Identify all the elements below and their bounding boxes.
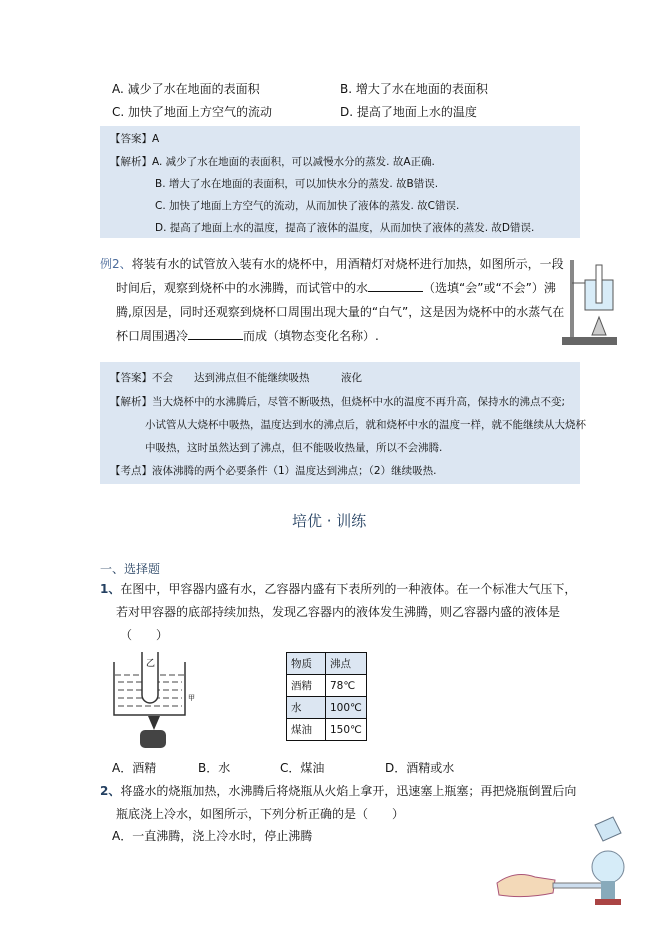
boiling-point-table [286, 652, 367, 741]
question-text: 若对甲容器的底部持续加热，发现乙容器内的液体发生沸腾，则乙容器内盛的液体是 [116, 605, 561, 619]
analysis-line: B. 增大了水在地面的表面积，可以加快水分的蒸发. 故B错误. [155, 178, 439, 190]
fill-blank[interactable] [188, 329, 243, 340]
table-cell: 78℃ [326, 675, 367, 697]
section-subtitle: 一、选择题 [100, 562, 161, 576]
option-a: A．酒精 [112, 761, 157, 775]
analysis-label: 【解析】 [110, 396, 152, 408]
example-label: 例2、 [100, 257, 132, 271]
option-c: C. 加快了地面上方空气的流动 [112, 105, 273, 119]
example-text: 杯口周围遇冷 [116, 329, 189, 343]
question-text: 将盛水的烧瓶加热，水沸腾后将烧瓶从火焰上拿开，迅速塞上瓶塞；再把烧瓶倒置后向 [120, 784, 577, 798]
answer-box-1 [100, 126, 580, 238]
question-number: 2、 [100, 784, 121, 798]
point-label: 【考点】 [110, 465, 152, 477]
answer-box-2 [100, 362, 586, 484]
option-a: A. 减少了水在地面的表面积 [112, 82, 260, 96]
analysis-line: C. 加快了地面上方空气的流动，从而加快了液体的蒸发. 故C错误. [155, 200, 460, 212]
analysis-line: A. 减少了水在地面的表面积，可以减慢水分的蒸发. 故A正确. [152, 156, 435, 168]
example-text: 将装有水的试管放入装有水的烧杯中，用酒精灯对烧杯进行加热，如图所示，一段 [131, 257, 564, 271]
analysis-line: 中吸热，这时虽然达到了沸点，但不能吸收热量，所以不会沸腾. [145, 442, 443, 454]
answer-value: 不会 达到沸点但不能继续吸热 液化 [152, 372, 362, 384]
analysis-line: 小试管从大烧杯中吸热，温度达到水的沸点后，就和烧杯中水的温度一样，就不能继续从大烧杯 [145, 419, 586, 431]
fill-blank[interactable] [368, 281, 423, 292]
option-d: D．酒精或水 [385, 761, 455, 775]
analysis-line: 当大烧杯中的水沸腾后，尽管不断吸热，但烧杯中水的温度不再升高，保持水的沸点不变; [152, 396, 566, 408]
label-jia: 甲 [188, 694, 195, 702]
table-cell: 酒精 [287, 675, 326, 697]
example-text: 时间后，观察到烧杯中的水沸腾，而试管中的水 [116, 281, 369, 295]
table-cell: 煤油 [287, 719, 326, 741]
option-b: B．水 [198, 761, 231, 775]
answer-value: A [152, 133, 160, 145]
analysis-line: D. 提高了地面上水的温度，提高了液体的温度，从而加快了液体的蒸发. 故D错误. [155, 222, 535, 234]
example-text: 而成（填物态变化名称）. [243, 329, 379, 343]
point-text: 液体沸腾的两个必要条件（1）温度达到沸点；（2）继续吸热. [152, 465, 437, 477]
table-cell: 100℃ [326, 697, 367, 719]
table-header: 沸点 [326, 653, 367, 675]
example-text: 腾,原因是，同时还观察到烧杯口周围出现大量的“白气”，这是因为烧杯中的水蒸气在 [116, 305, 565, 319]
question-text: 在图中，甲容器内盛有水，乙容器内盛有下表所列的一种液体。在一个标准大气压下， [120, 582, 577, 596]
option-d: D. 提高了地面上水的温度 [340, 105, 477, 119]
answer-label: 【答案】 [110, 372, 152, 384]
question-text: 瓶底浇上冷水，如图所示，下列分析正确的是（ ） [116, 807, 405, 821]
table-cell: 水 [287, 697, 326, 719]
container-figure [110, 650, 198, 750]
table-cell: 150℃ [326, 719, 367, 741]
table-header: 物质 [287, 653, 326, 675]
answer-bracket: （ ） [120, 628, 169, 642]
label-yi: 乙 [146, 659, 156, 669]
answer-label: 【答案】 [110, 133, 152, 145]
option-a: A．一直沸腾，浇上冷水时，停止沸腾 [112, 829, 313, 843]
example-text: （选填“会”或“不会”）沸 [423, 281, 556, 295]
flask-figure [495, 815, 630, 907]
analysis-label: 【解析】 [110, 156, 152, 168]
option-b: B. 增大了水在地面的表面积 [340, 82, 488, 96]
option-c: C．煤油 [280, 761, 325, 775]
question-number: 1、 [100, 582, 121, 596]
section-title: 培优 · 训练 [292, 512, 367, 530]
beaker-apparatus-figure [560, 255, 620, 350]
